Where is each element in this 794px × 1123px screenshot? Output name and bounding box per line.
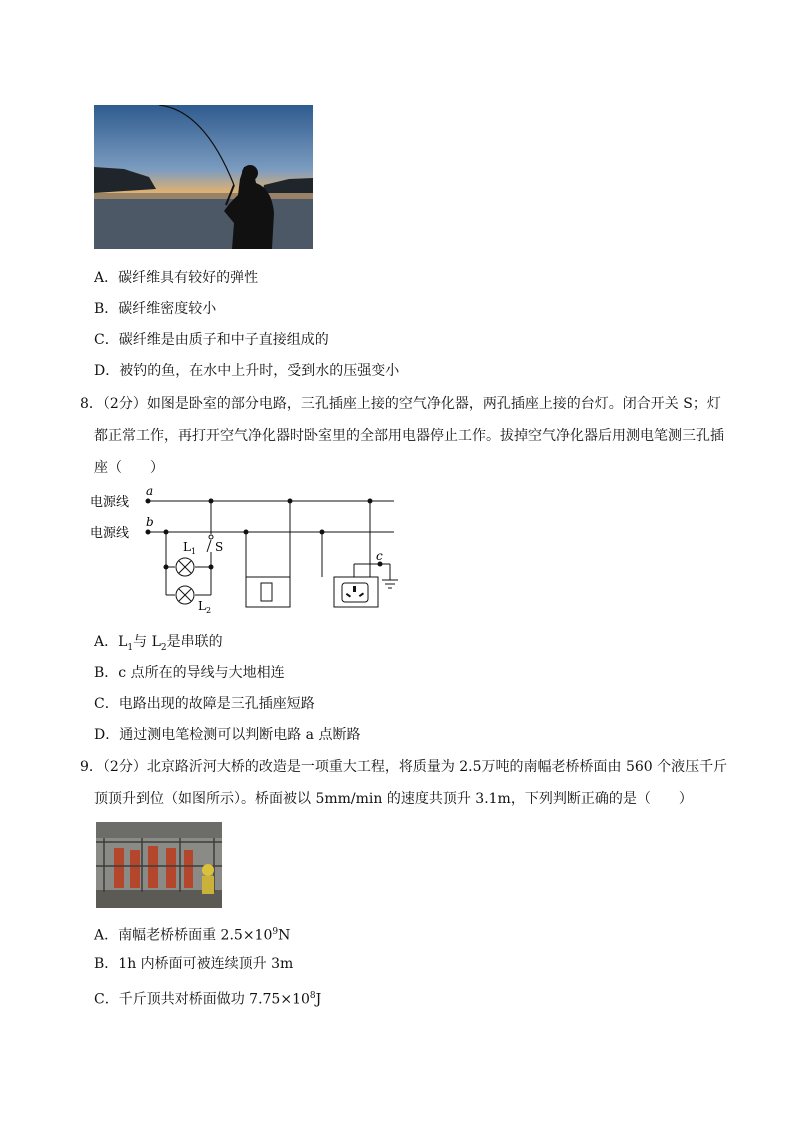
circuit-diagram: [88, 484, 418, 624]
q8-option-d: D．通过测电笔检测可以判断电路 a 点断路: [94, 727, 361, 743]
wire-b-label: 电源线: [90, 526, 130, 541]
q7-option-b: B．碳纤维密度较小: [94, 301, 217, 317]
q8-stem-line3: 座（ ）: [94, 460, 164, 476]
q9-option-b: B．1h 内桥面可被连续顶升 3m: [94, 956, 294, 972]
lamp-l2-label: $L_2$: [198, 599, 212, 615]
q9-option-c: C．千斤顶共对桥面做功 $7.75\times 10^8J$: [94, 991, 322, 1008]
point-b-label: b: [146, 515, 154, 529]
wire-a-label: 电源线: [90, 495, 130, 510]
bridge-jacks-photo: [96, 822, 222, 908]
q9-option-a: A．南幅老桥桥面重 $2.5\times 10^9N$: [94, 927, 291, 944]
q8-stem-line2: 都正常工作，再打开空气净化器时卧室里的全部用电器停止工作。拔掉空气净化器后用测电笔测三孔插: [94, 428, 724, 444]
point-c-label: c: [376, 549, 383, 563]
q9-stem-line1: 9．（2分）北京路沂河大桥的改造是一项重大工程，将质量为 2.5万吨的南幅老桥桥面由 560 个液压千斤: [80, 759, 728, 775]
switch-s-label: S: [215, 540, 224, 554]
q8-option-b: B．c 点所在的导线与大地相连: [94, 665, 285, 681]
q9-stem-line2: 顶顶升到位（如图所示）。桥面被以 5mm/min 的速度共顶升 3.1m，下列判断正确的是（ ）: [94, 791, 693, 807]
fishing-photo: [94, 105, 313, 249]
q7-option-c: C．碳纤维是由质子和中子直接组成的: [94, 332, 329, 348]
q7-option-d: D．被钓的鱼，在水中上升时，受到水的压强变小: [94, 363, 400, 379]
lamp-l1-label: $L_1$: [183, 540, 197, 556]
q7-option-a: A．碳纤维具有较好的弹性: [94, 270, 259, 286]
q8-option-c: C．电路出现的故障是三孔插座短路: [94, 696, 315, 712]
q8-stem-line1: 8．（2分）如图是卧室的部分电路，三孔插座上接的空气净化器，两孔插座上接的台灯。闭合开关 S；灯: [80, 396, 721, 412]
point-a-label: a: [146, 484, 154, 498]
q8-option-a: A．$L_1$与 $L_2$是串联的: [94, 634, 223, 653]
